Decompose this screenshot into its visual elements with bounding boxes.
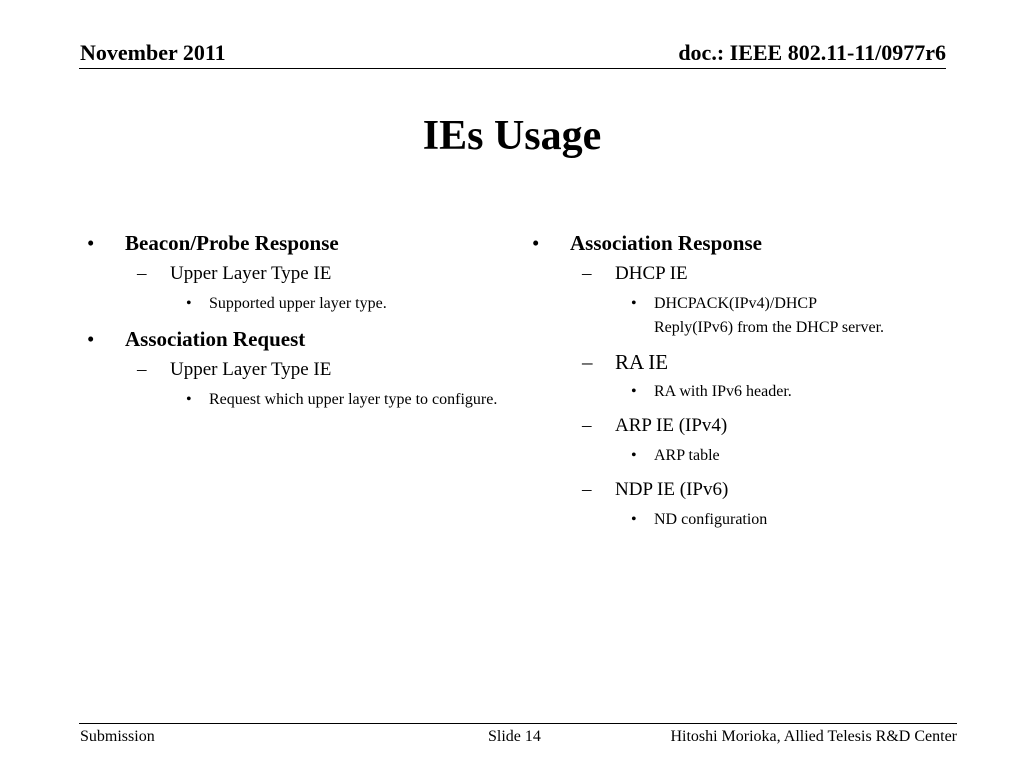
sub-ra-ie: – RA IE xyxy=(532,348,942,376)
sub-dhcp-ie: – DHCP IE xyxy=(532,260,942,288)
sub-arp-ie: – ARP IE (IPv4) xyxy=(532,412,942,440)
footer-rule xyxy=(79,723,957,724)
header-date: November 2011 xyxy=(80,40,226,65)
bullet-association-request: • Association Request xyxy=(87,324,497,354)
sub-ndp-ie: – NDP IE (IPv6) xyxy=(532,476,942,504)
left-column xyxy=(87,228,497,420)
detail-dhcp: • DHCPACK(IPv4)/DHCP Reply(IPv6) from the DHCP server. xyxy=(532,292,894,340)
sub-upper-layer-type-ie-2: – Upper Layer Type IE xyxy=(87,356,497,384)
footer-slide-number: Slide 14 xyxy=(488,728,541,745)
footer-submission: Submission xyxy=(80,728,155,745)
detail-supported-upper-layer: • Supported upper layer type. xyxy=(87,292,499,316)
slide-title: IEs Usage xyxy=(422,113,602,159)
bullet-association-response: • Association Response xyxy=(532,228,942,258)
right-column xyxy=(532,228,942,540)
detail-request-upper-layer: • Request which upper layer type to configure. xyxy=(87,388,499,412)
bullet-beacon-probe-response: • Beacon/Probe Response xyxy=(87,228,497,258)
header-rule xyxy=(79,68,946,69)
sub-upper-layer-type-ie: – Upper Layer Type IE xyxy=(87,260,497,288)
detail-ndp: • ND configuration xyxy=(532,508,894,532)
detail-arp: • ARP table xyxy=(532,444,894,468)
footer-author: Hitoshi Morioka, Allied Telesis R&D Center xyxy=(670,728,957,745)
header-doc-id: doc.: IEEE 802.11-11/0977r6 xyxy=(678,40,946,65)
detail-ra: • RA with IPv6 header. xyxy=(532,380,894,404)
